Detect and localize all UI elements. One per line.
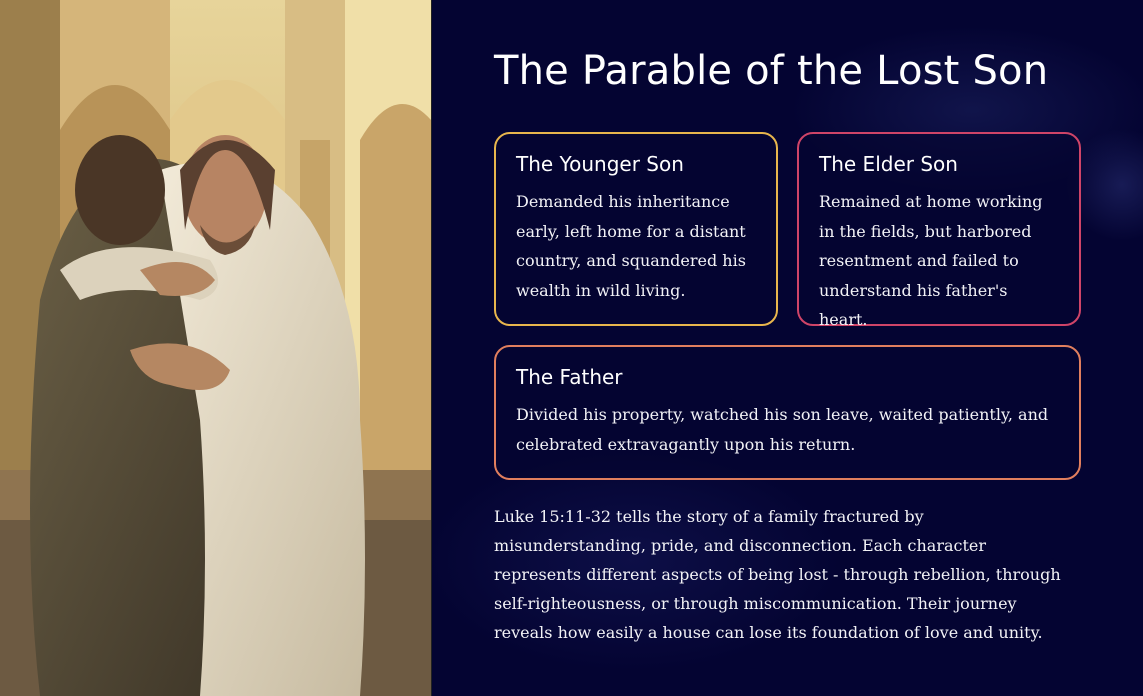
card-text: Remained at home working in the fields, but harbored resentment and failed to understand his father's heart.: [819, 192, 1043, 329]
description-paragraph: Luke 15:11-32 tells the story of a family fractured by misunderstanding, pride, and disconnection. Each character represents different aspects of being lost - through rebellion, through self-righteousness, or through miscommunication. Their journey reveals how easily a house can lose its foundation of love and unity.: [494, 507, 1061, 642]
elder-son-card: [797, 132, 1081, 329]
content-panel: [432, 0, 1143, 696]
younger-son-card: [494, 132, 778, 326]
card-title: The Elder Son: [819, 152, 958, 176]
embrace-illustration: [0, 0, 432, 696]
card-title: The Father: [516, 365, 623, 389]
father-card: [494, 345, 1081, 480]
page-title: The Parable of the Lost Son: [494, 48, 1049, 94]
card-text: Divided his property, watched his son leave, waited patiently, and celebrated extravagantly upon his return.: [516, 405, 1049, 454]
card-title: The Younger Son: [516, 152, 684, 176]
embrace-painting: [0, 0, 431, 696]
card-text: Demanded his inheritance early, left home for a distant country, and squandered his wealth in wild living.: [516, 192, 746, 300]
